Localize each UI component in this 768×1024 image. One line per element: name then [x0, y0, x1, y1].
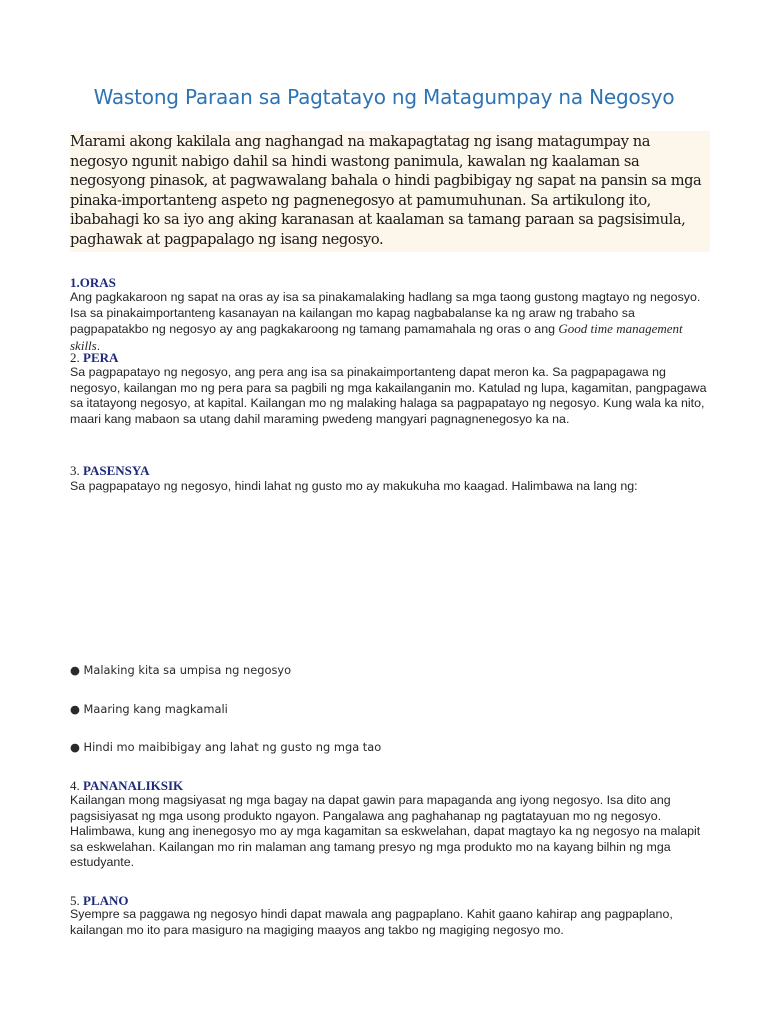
page-title: Wastong Paraan sa Pagtatayo ng Matagumpay na Negosyo — [93, 85, 675, 109]
list-item: ● Malaking kita sa umpisa ng negosyo — [70, 663, 292, 677]
emphasis-text: Good time management skills — [70, 321, 683, 353]
section-heading-plano — [70, 893, 129, 908]
section-number: 2. — [70, 350, 83, 365]
section-number: 5. — [70, 893, 83, 908]
section-text-end: . — [96, 338, 101, 353]
section-heading-pananaliksik — [70, 778, 183, 793]
section-number: 3. — [70, 463, 83, 478]
section-body-oras — [70, 290, 710, 354]
section-heading-pasensya — [70, 463, 149, 478]
section-body-pera: Sa pagpapatayo ng negosyo, ang pera ang isa sa pinakaimportanteng dapat meron ka. Sa pagpapagawa ng negosyo, kailangan mo ng pera para sa pagbili ng mga kakailanganin mo. Katulad ng lupa, kagamitan, pangpagawa sa itatayong negosyo, at kapital. Kailangan mo ng malaking halaga sa pagpapatayo ng negosyo. Kung wala ka nito, maari kang mabaon sa utang dahil maraming pwedeng mangyari pagnagnenegosyo ka na. — [70, 365, 707, 426]
section-title: ORAS — [79, 275, 116, 290]
intro-paragraph: Marami akong kakilala ang naghangad na makapagtatag ng isang matagumpay na negosyo ngunit nabigo dahil sa hindi wastong panimula, kawalan ng kaalaman sa negosyong pinasok, at pagwawalang bahala o hindi pagbibigay ng sapat na pansin sa mga pinaka-importanteng aspeto ng pagnenegosyo at pamumuhunan. Sa artikulong ito, ibabahagi ko sa iyo ang aking karanasan at kaalaman sa tamang paraan sa pagsisimula, paghawak at pagpapalago ng isang negosyo. — [70, 131, 710, 252]
section-body-pasensya: Sa pagpapatayo ng negosyo, hindi lahat ng gusto mo ay makukuha mo kaagad. Halimbawa na lang ng: — [70, 479, 638, 493]
section-heading-oras — [70, 275, 116, 290]
section-title: PLANO — [83, 893, 129, 908]
section-title: PERA — [83, 350, 119, 365]
section-title: PANANALIKSIK — [83, 778, 184, 793]
section-text: Ang pagkakaroon ng sapat na oras ay isa sa pinakamalaking hadlang sa mga taong gustong magtayo ng negosyo. Isa sa pinakaimportanteng kasanayan na kailangan mo kapag nagbabalanse ka ng araw ng trabaho sa pagpapatakbo ng negosyo ay ang pagkakaroong ng tamang pamamahala ng oras o ang — [70, 290, 701, 337]
list-item: ● Maaring kang magkamali — [70, 702, 228, 716]
section-number: 4. — [70, 778, 83, 793]
section-heading-pera — [70, 350, 118, 365]
list-item: ● Hindi mo maibibigay ang lahat ng gusto ng mga tao — [70, 740, 382, 754]
section-body-pananaliksik: Kailangan mong magsiyasat ng mga bagay na dapat gawin para mapaganda ang iyong negosyo. Isa dito ang pagsisiyasat ng mga usong produkto ngayon. Pangalawa ang paghahanap ng pagtatayuan mo ng negosyo. Halimbawa, kung ang inenegosyo mo ay mga kagamitan sa eskwelahan, dapat magtayo ka ng negosyo na malapit sa eskwelahan. Kailangan mo rin malaman ang tamang presyo ng mga produkto mo na kayang bilhin ng mga estudyante. — [70, 793, 701, 870]
section-number: 1. — [70, 275, 80, 290]
section-body-plano: Syempre sa paggawa ng negosyo hindi dapat mawala ang pagpaplano. Kahit gaano kahirap ang pagpaplano, kailangan mo ito para masiguro na magiging maayos ang takbo ng magiging negosyo mo. — [70, 907, 673, 937]
section-title: PASENSYA — [83, 463, 150, 478]
